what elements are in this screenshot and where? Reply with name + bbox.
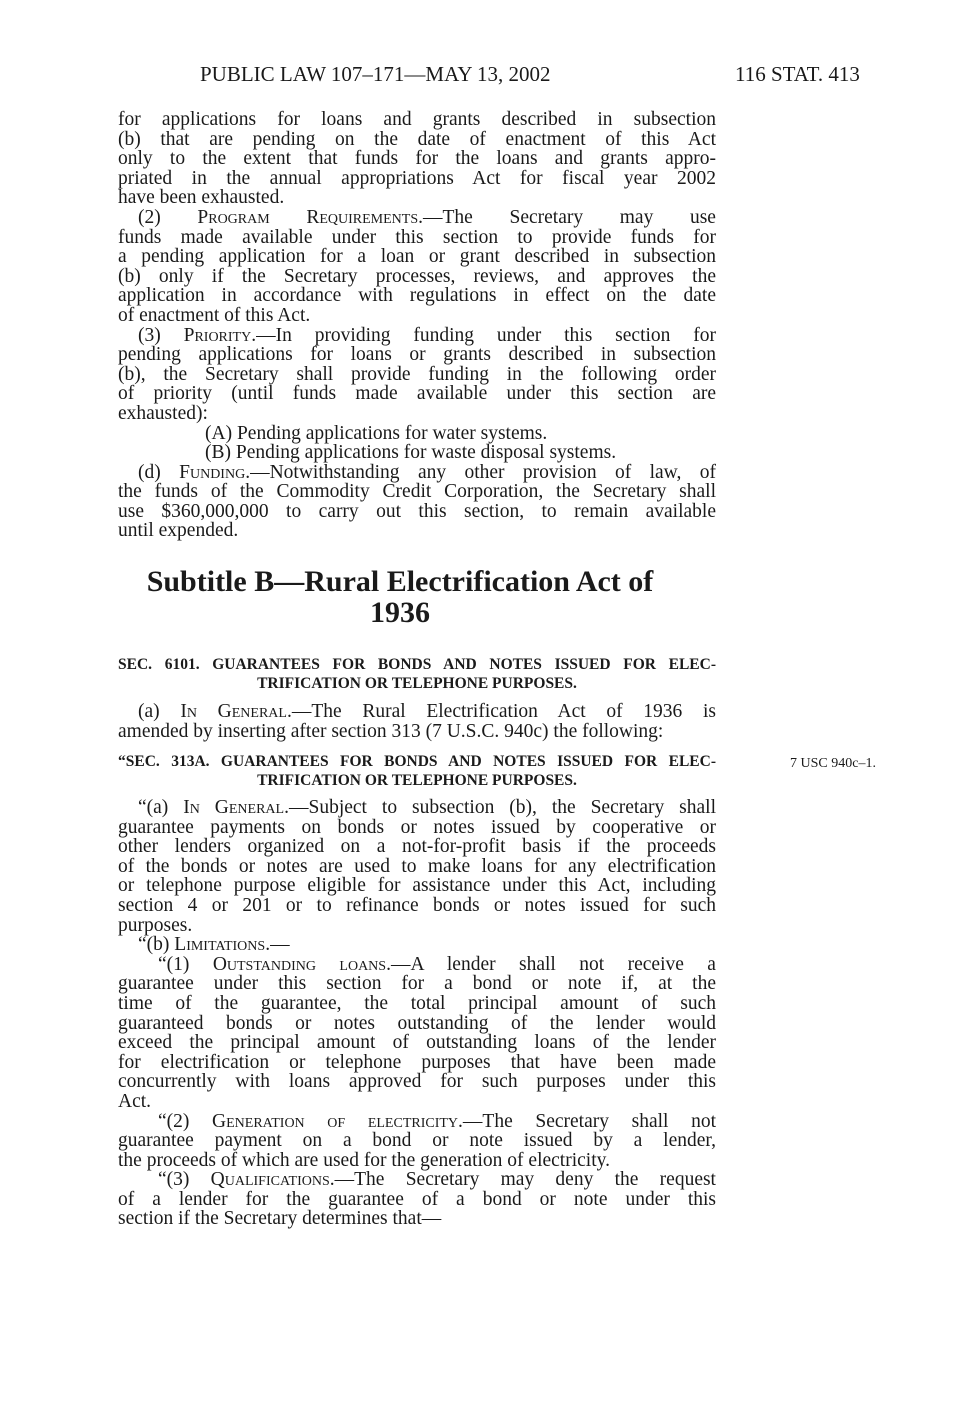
subtitle-line-1: Subtitle B—Rural Electrification Act of: [146, 565, 654, 598]
paragraph-heading: Limitations: [174, 934, 266, 956]
text-line: [118, 955, 716, 975]
text-line: for electrification or telephone purposes that have been made: [118, 1051, 716, 1073]
text-line: exceed the principal amount of outstanding loans of the lender: [118, 1032, 716, 1054]
text-run: (3): [138, 324, 184, 346]
text-line: only to the extent that funds for the loans and grants appro-: [118, 148, 716, 170]
paragraph-heading: Priority: [183, 324, 252, 346]
text-line: amended by inserting after section 313 (7 U.S.C. 940c) the following:: [118, 720, 664, 742]
running-header-title: PUBLIC LAW 107–171—MAY 13, 2002: [200, 62, 551, 86]
text-line: (b) only if the Secretary processes, reviews, and approves the: [118, 265, 716, 287]
text-run: .—The Secretary shall not: [458, 1110, 716, 1132]
section-heading-line-1: “SEC. 313A. GUARANTEES FOR BONDS AND NOTES ISSUED FOR ELEC-: [118, 753, 716, 770]
text-line: time of the guarantee, the total principal amount of such: [118, 992, 716, 1014]
text-run: .—Notwithstanding any other provision of law, of: [245, 461, 716, 483]
text-line: of a lender for the guarantee of a bond or note under this: [118, 1188, 716, 1210]
text-line: purposes.: [118, 914, 193, 936]
text-line: until expended.: [118, 520, 239, 542]
text-run: .—Subject to subsection (b), the Secretary shall: [284, 797, 716, 818]
text-run: .—In providing funding under this section for: [251, 324, 716, 346]
paragraph-heading: In General: [183, 797, 285, 818]
paragraph: [118, 326, 716, 424]
paragraph: [118, 1170, 716, 1229]
text-line: of priority (until funds made available under this section are: [118, 383, 716, 405]
paragraph: [118, 955, 716, 1112]
paragraph-heading: In General: [180, 701, 287, 722]
paragraph: [118, 1112, 716, 1171]
text-run: “(b): [138, 934, 175, 956]
paragraph-heading: Outstanding loans: [212, 953, 387, 975]
section-313a-heading: [118, 752, 716, 790]
text-line: [118, 326, 716, 346]
text-line: the proceeds of which are used for the generation of electricity.: [118, 1149, 610, 1171]
paragraph: [118, 443, 716, 463]
text-line: exhausted):: [118, 402, 208, 424]
text-line: use $360,000,000 to carry out this section, to remain available: [118, 500, 716, 522]
text-line: guarantee under this section for a bond or note if, at the: [118, 973, 716, 995]
text-line: pending applications for loans or grants described in subsection: [118, 344, 716, 366]
text-line: [118, 208, 716, 228]
text-line: [118, 935, 716, 955]
subtitle-heading: [100, 566, 700, 628]
paragraph: [118, 424, 716, 444]
text-run: “(2): [158, 1110, 213, 1132]
text-run: “(a): [138, 797, 184, 818]
text-line: section 4 or 201 or to refinance bonds or notes issued for such: [118, 894, 716, 916]
paragraph: [118, 110, 716, 208]
page-number: 116 STAT. 413: [735, 62, 860, 86]
paragraph: [118, 935, 716, 955]
text-run: .—: [265, 934, 290, 956]
paragraph-heading: Program Requirements: [197, 206, 419, 228]
section-313a-text: [118, 798, 716, 1229]
paragraph: [118, 208, 716, 326]
text-line: other lenders organized on a not-for-profit basis if the proceeds: [118, 836, 716, 858]
text-line: guarantee payment on a bond or note issued by a lender,: [118, 1130, 716, 1152]
section-heading-line-2: TRIFICATION OR TELEPHONE PURPOSES.: [257, 675, 577, 692]
text-run: “(3): [158, 1169, 211, 1191]
text-line: the funds of the Commodity Credit Corporation, the Secretary shall: [118, 481, 716, 503]
text-run: (a): [138, 701, 181, 722]
section-heading-line-2: TRIFICATION OR TELEPHONE PURPOSES.: [257, 772, 577, 789]
text-run: (2): [138, 206, 198, 228]
section-6101-heading: [118, 655, 716, 693]
paragraph-heading: Funding: [179, 461, 246, 483]
text-line: Act.: [118, 1090, 152, 1112]
paragraph-heading: Generation of electricity: [212, 1110, 459, 1132]
text-line: concurrently with loans approved for such purposes under this: [118, 1071, 716, 1093]
text-line: for applications for loans and grants described in subsection: [118, 109, 716, 130]
section-heading-line-1: SEC. 6101. GUARANTEES FOR BONDS AND NOTES ISSUED FOR ELEC-: [118, 656, 716, 673]
text-run: .—A lender shall not receive a: [386, 953, 716, 975]
text-run: .—The Secretary may use: [418, 206, 716, 228]
section-6101-text: [118, 702, 716, 741]
text-line: (A) Pending applications for water systems.: [205, 422, 548, 444]
text-line: application in accordance with regulations in effect on the date: [118, 285, 716, 307]
paragraph-heading: Qualifications: [210, 1169, 330, 1191]
text-line: [118, 1170, 716, 1190]
text-run: “(1): [158, 953, 213, 975]
paragraph: [118, 463, 716, 541]
text-line: guarantee payments on bonds or notes issued by cooperative or: [118, 816, 716, 838]
text-line: have been exhausted.: [118, 187, 285, 209]
subtitle-line-2: 1936: [370, 596, 430, 629]
text-line: guaranteed bonds or notes outstanding of the lender would: [118, 1012, 716, 1034]
text-line: (b), the Secretary shall provide funding in the following order: [118, 363, 716, 385]
margin-citation: 7 USC 940c–1.: [790, 756, 876, 771]
text-line: [118, 702, 716, 722]
text-line: [118, 1112, 716, 1132]
paragraph: [118, 702, 716, 741]
text-line: priated in the annual appropriations Act for fiscal year 2002: [118, 167, 716, 189]
text-line: of enactment of this Act.: [118, 304, 311, 326]
text-line: or telephone purpose eligible for assistance under this Act, including: [118, 875, 716, 897]
text-line: of the bonds or notes are used to make loans for any electrification: [118, 855, 716, 877]
text-line: (b) that are pending on the date of enactment of this Act: [118, 128, 716, 150]
text-line: a pending application for a loan or grant described in subsection: [118, 246, 716, 268]
text-line: [118, 798, 716, 818]
text-run: .—The Rural Electrification Act of 1936 is: [286, 701, 716, 722]
text-line: funds made available under this section to provide funds for: [118, 226, 716, 248]
text-run: .—The Secretary may deny the request: [329, 1169, 716, 1191]
text-run: (d): [138, 461, 180, 483]
section-continued-text: [118, 110, 716, 541]
text-line: (B) Pending applications for waste disposal systems.: [205, 442, 617, 464]
text-line: section if the Secretary determines that—: [118, 1208, 442, 1230]
text-line: [118, 463, 716, 483]
paragraph: [118, 798, 716, 935]
